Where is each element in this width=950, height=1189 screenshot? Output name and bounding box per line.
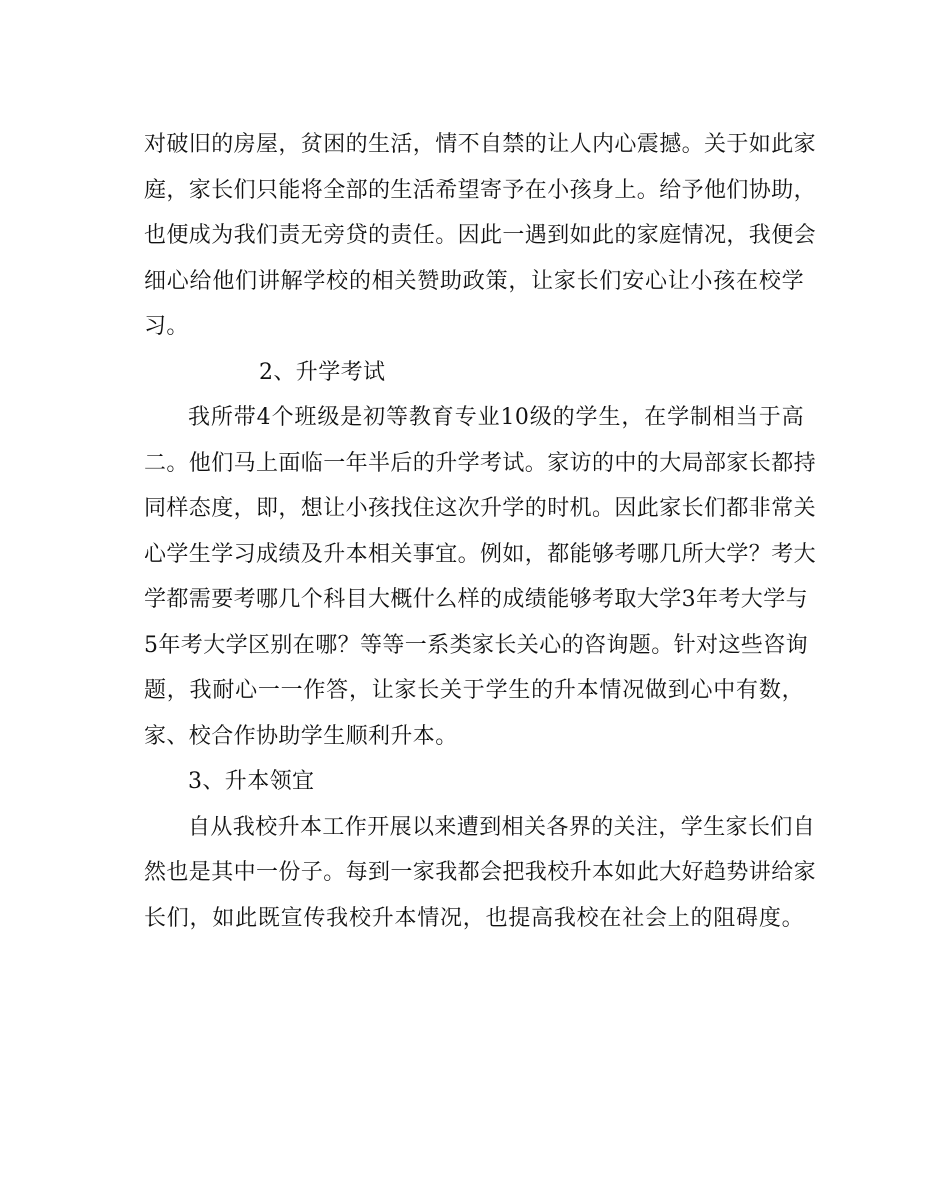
- section-heading: 3、升本领宜: [188, 769, 315, 794]
- text-line: 心学生学习成绩及升本相关事宜。例如，都能够考哪几所大学？考大: [144, 541, 817, 567]
- text-line: 二。他们马上面临一年半后的升学考试。家访的中的大局部家长都持: [144, 450, 817, 476]
- heading-exam: [144, 350, 804, 396]
- text-line: 学都需要考哪几个科目大概什么样的成绩能够考取大学3年考大学与: [144, 587, 808, 612]
- text-line: 我所带4个班级是初等教育专业10级的学生，在学制相当于高: [188, 405, 804, 430]
- text-line: 庭，家长们只能将全部的生活希望寄予在小孩身上。给予他们协助，: [144, 177, 817, 203]
- text-line: 题，我耐心一一作答，让家长关于学生的升本情况做到心中有数，: [144, 678, 804, 703]
- paragraph-exam: [144, 395, 817, 759]
- paragraph-family-support: [144, 122, 817, 350]
- section-heading: 2、升学考试: [259, 359, 386, 385]
- text-line: 然也是其中一份子。每到一家我都会把我校升本如此大好趋势讲给家: [144, 860, 817, 885]
- text-line: 自从我校升本工作开展以来遭到相关各界的关注，学生家长们自: [188, 814, 816, 840]
- heading-promotion: [144, 759, 804, 805]
- text-line: 对破旧的房屋，贫困的生活，情不自禁的让人内心震撼。关于如此家: [144, 132, 817, 157]
- paragraph-promotion: [144, 805, 817, 942]
- text-line: 长们，如此既宣传我校升本情况，也提高我校在社会上的阻碍度。: [144, 905, 804, 931]
- text-line: 细心给他们讲解学校的相关赞助政策，让家长们安心让小孩在校学: [144, 268, 804, 294]
- text-line: 家、校合作协助学生顺利升本。: [144, 723, 458, 749]
- text-line: 也便成为我们责无旁贷的责任。因此一遇到如此的家庭情况，我便会: [144, 223, 817, 248]
- text-line: 5年考大学区别在哪？等等一系类家长关心的咨询题。针对这些咨询: [144, 632, 808, 658]
- text-line: 同样态度，即，想让小孩找住这次升学的时机。因此家长们都非常关: [144, 496, 817, 521]
- document-body: [144, 122, 817, 941]
- text-line: 习。: [144, 314, 189, 339]
